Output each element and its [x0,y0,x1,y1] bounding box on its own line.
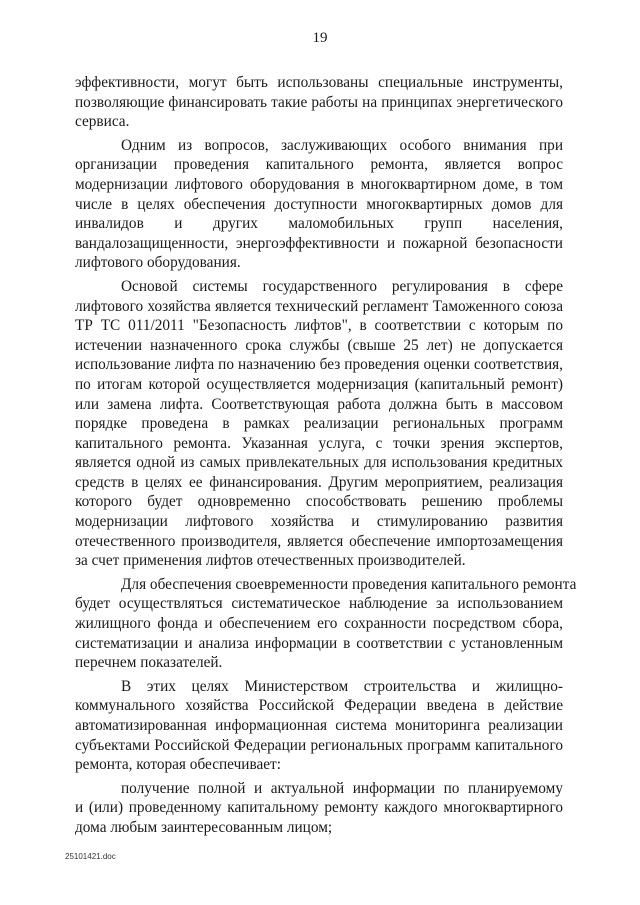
text-line: порядке проведена в рамках реализации региональных программ [75,415,563,433]
text-line: Основой системы государственного регулирования в сфере [121,277,563,295]
text-line: систематизации и анализа информации в соответствии с установленным [75,634,563,652]
text-line: жилищного фонда и обеспечением его сохранности посредством сбора, [75,615,563,633]
footer-filename: 25101421.doc [65,852,116,861]
text-line: перечнем показателей. [75,654,223,672]
text-line: эффективности, могут быть использованы специальные инструменты, [75,74,563,91]
text-line: модернизации лифтового хозяйства и стимулированию развития [75,513,563,531]
text-line: коммунального хозяйства Российской Федерации введена в действие [75,697,563,715]
text-line: лифтового оборудования. [75,254,241,272]
document-body [75,73,577,842]
text-line: капитального ремонта. Указанная услуга, с точки зрения экспертов, [75,434,563,452]
text-line: отечественного производителя, является обеспечение импортозамещения [75,532,563,550]
text-line: субъектами Российской Федерации региональных программ капитального [75,736,563,754]
text-line: которого будет одновременно способствовать решению проблемы [75,493,563,511]
text-line: за счет применения лифтов отечественных производителей. [75,552,466,570]
text-line: ремонта, которая обеспечивает: [75,756,281,774]
text-line: организации проведения капитального ремонта, является вопрос [75,156,563,174]
paragraph-state-regulation [75,277,563,571]
paragraph-lift-modernization [75,136,563,273]
text-line: дома любым заинтересованным лицом; [75,818,333,836]
paragraph-energy-service [75,73,563,132]
text-line: истечении назначенного срока службы (свыше 25 лет) не допускается [75,336,563,354]
text-line: лифтового хозяйства является технический регламент Таможенного союза [75,297,563,315]
text-line: сервиса. [75,113,130,131]
text-line: вандалозащищенности, энергоэффективности и пожарной безопасности [75,234,563,252]
text-line: автоматизированная информационная система мониторинга реализации [75,717,563,734]
text-line: средств в целях ее финансирования. Другим мероприятием, реализация [75,473,563,491]
text-line: Одним из вопросов, заслуживающих особого внимания при [121,136,563,154]
paragraph-monitoring [75,575,577,673]
text-line: В этих целях Министерством строительства и жилищно- [121,677,563,695]
text-line: модернизации лифтового оборудования в многоквартирном доме, в том [75,175,563,193]
text-line: или замена лифта. Соответствующая работа должна быть в массовом [75,395,563,413]
text-line: инвалидов и других маломобильных групп населения, [75,215,563,233]
text-line: ТР ТС 011/2011 "Безопасность лифтов", в соответствии с которым по [75,317,563,335]
text-line: получение полной и актуальной информации по планируемому [121,779,563,797]
paragraph-ministry-system [75,677,563,775]
text-line: является одной из самых привлекательных для использования кредитных [75,454,563,472]
text-line: позволяющие финансировать такие работы на принципах энергетического [75,93,563,111]
text-line: будет осуществляться систематическое наблюдение за использованием [75,595,563,613]
paragraph-information-access [75,779,563,838]
text-line: по итогам которой осуществляется модернизация (капитальный ремонт) [75,375,563,393]
text-line: числе в целях обеспечения доступности многоквартирных домов для [75,195,563,213]
text-line: и (или) проведенному капитальному ремонту каждого многоквартирного [75,799,563,817]
text-line: Для обеспечения своевременности проведения капитального ремонта [121,575,577,593]
page-number: 19 [312,30,328,46]
text-line: использование лифта по назначению без проведения оценки соответствия, [75,356,563,374]
